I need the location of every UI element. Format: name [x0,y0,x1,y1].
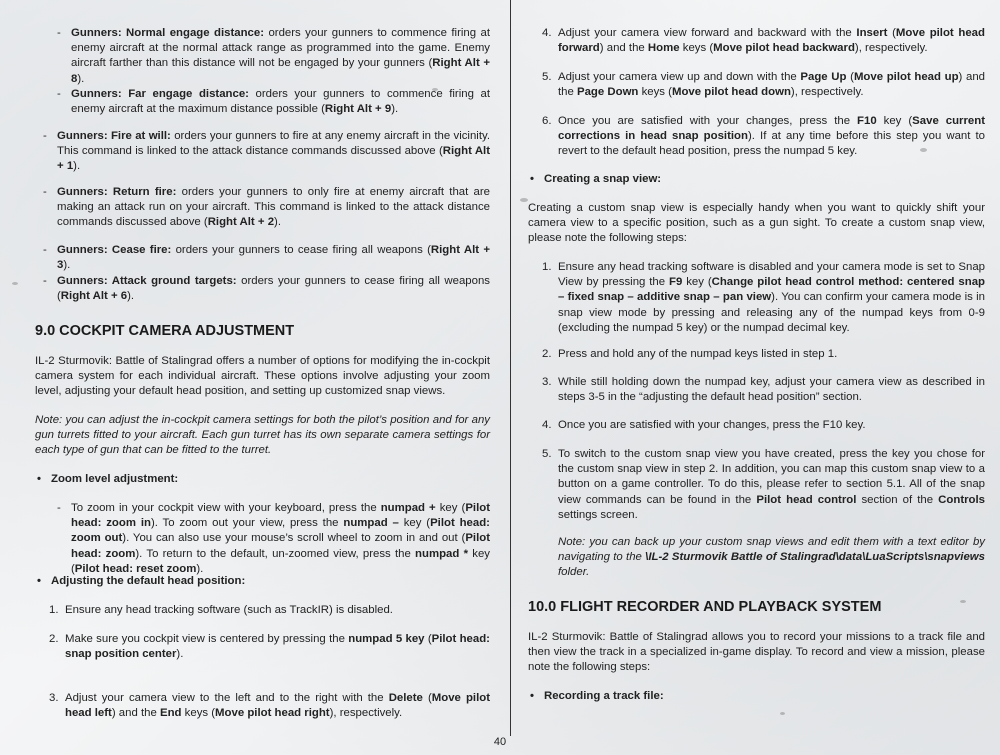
zoom-item: - To zoom in your cockpit view with your keyboard, press the numpad + key (Pilot head: zoom in). To zoom out your view, press the numpad – key (Pilot head: zoom out). You can also use your mouse’s scroll wheel to zoom in and out (Pilot head: zoom). To return to the default, un-zoomed view, press the numpad * key (Pilot head: reset zoom). [57,502,490,575]
column-divider [510,0,511,736]
head-step-4: 4. Adjust your camera view forward and backward with the Insert (Move pilot head forward) and the Home keys (Move pilot head backward), respectively. [542,27,985,55]
snap-step-3: 3. While still holding down the numpad key, adjust your camera view as described in steps 3-5 in the “adjusting the default head position” section. [542,376,985,404]
gunners-normal-item: - Gunners: Normal engage distance: orders your gunners to commence firing at enemy aircraft at the normal attack range as programmed into the game. Enemy aircraft farther than this distance will not be engaged by your gunners (Right Alt + 8). [57,27,491,85]
snap-step-1: 1. Ensure any head tracking software is disabled and your camera mode is set to Snap View by pressing the F9 key (Change pilot head control method: centered snap – fixed snap – additive snap – pan view). You can confirm your camera mode is in snap view mode by pressing and releasing any of the numpad keys from 0-9 (excluding the numpad 5 key) or the numpad decimal key. [542,261,985,334]
snow-speck [780,712,785,715]
section-9-intro: IL-2 Sturmovik: Battle of Stalingrad offers a number of options for modifying the in-cockpit camera system for each individual aircraft. These options involve adjusting your zoom level, adjusting your default head position, and setting up customized snap views. [35,355,490,398]
snap-step-2: 2. Press and hold any of the numpad keys listed in step 1. [542,348,838,360]
head-step-2: 2. Make sure you cockpit view is centered by pressing the numpad 5 key (Pilot head: snap position center). [49,633,490,661]
default-head-heading: • Adjusting the default head position: [37,575,246,587]
zoom-heading: • Zoom level adjustment: [37,473,179,485]
snap-view-intro: Creating a custom snap view is especially handy when you want to quickly shift your camera view to a specific position, such as a gun sight. To create a custom snap view, please note the following steps: [528,202,985,245]
head-step-1: 1. Ensure any head tracking software (such as TrackIR) is disabled. [49,604,393,616]
gunners-return-item: - Gunners: Return fire: orders your gunners to only fire at enemy aircraft that are making an attack run on your aircraft. This command is linked to the attack distance commands discussed above (Right Alt + 2). [43,186,490,229]
snap-view-note: Note: you can back up your custom snap views and edit them with a text editor by navigating to the \IL-2 Sturmovik Battle of Stalingrad\data\LuaScripts\snapviews folder. [558,536,985,579]
snow-speck [12,282,18,285]
gunners-fire-item: - Gunners: Fire at will: orders your gunners to fire at any enemy aircraft in the vicinity. This command is linked to the attack distance commands discussed above (Right Alt + 1). [43,130,490,173]
snow-speck [520,198,528,202]
snap-step-5: 5. To switch to the custom snap view you have created, press the key you chose for the custom snap view in step 2. In addition, you can map this custom snap view to a button on a game controller. To do this, please refer to section 5.1. All of the snap view commands can be found in the Pilot head control section of the Controls settings screen. [542,448,985,521]
snap-view-heading: • Creating a snap view: [530,173,662,185]
head-step-5: 5. Adjust your camera view up and down with the Page Up (Move pilot head up) and the Page Down keys (Move pilot head down), respectively. [542,71,985,99]
page-number: 40 [493,736,507,748]
section-10-intro: IL-2 Sturmovik: Battle of Stalingrad allows you to record your missions to a track file and then view the track in a specialized in-game display. To record and view a mission, please note the following steps: [528,631,985,674]
record-track-heading: • Recording a track file: [530,690,664,702]
head-step-3: 3. Adjust your camera view to the left and to the right with the Delete (Move pilot head left) and the End keys (Move pilot head right), respectively. [49,692,490,720]
section-10-heading: 10.0 FLIGHT RECORDER AND PLAYBACK SYSTEM [528,599,882,615]
head-step-6: 6. Once you are satisfied with your changes, press the F10 key (Save current corrections in head snap position). If at any time before this step you want to revert to the default head position, press the numpad 5 key. [542,115,986,158]
gunners-far-item: - Gunners: Far engage distance: orders your gunners to commence firing at enemy aircraft at the maximum distance possible (Right Alt + 9). [57,88,490,116]
section-9-note: Note: you can adjust the in-cockpit camera settings for both the pilot’s position and for any gun turrets fitted to your aircraft. Each gun turret has its own separate camera settings for each type of gun that can be fitted to the turret. [35,414,490,457]
gunners-cease-item: - Gunners: Cease fire: orders your gunners to cease firing all weapons (Right Alt + 3). [43,244,491,272]
gunners-ground-item: - Gunners: Attack ground targets: orders your gunners to cease firing all weapons (Right Alt + 6). [43,275,490,303]
section-9-heading: 9.0 COCKPIT CAMERA ADJUSTMENT [35,323,295,339]
snap-step-4: 4. Once you are satisfied with your changes, press the F10 key. [542,419,866,431]
